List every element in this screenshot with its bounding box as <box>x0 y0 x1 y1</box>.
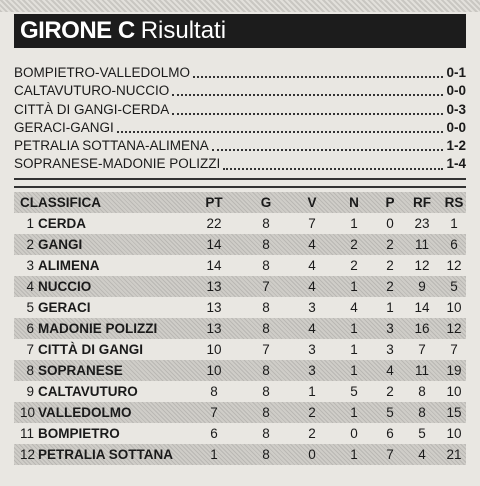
standings-row <box>14 255 466 276</box>
team-name: CERDA <box>38 216 87 231</box>
stat-rs: 7 <box>450 342 458 357</box>
team-position: 8 <box>26 363 34 378</box>
standings-table <box>14 192 466 465</box>
team-cell <box>20 384 190 399</box>
stat-rs: 10 <box>446 426 462 441</box>
team-cell <box>20 279 190 294</box>
divider <box>14 186 466 188</box>
stat-pt: 8 <box>210 384 218 399</box>
team-name: GERACI <box>38 300 91 315</box>
team-position: 6 <box>26 321 34 336</box>
match-score: 1-2 <box>446 138 466 154</box>
section-header <box>14 14 466 48</box>
stat-g: 8 <box>262 237 270 252</box>
team-name: MADONIE POLIZZI <box>38 321 158 336</box>
stat-g: 8 <box>262 321 270 336</box>
stat-g: 8 <box>262 384 270 399</box>
stat-v: 4 <box>308 321 316 336</box>
stat-pt: 13 <box>206 300 222 315</box>
stat-p: 3 <box>386 321 394 336</box>
stat-p: 2 <box>386 258 394 273</box>
divider <box>14 178 466 180</box>
stat-v: 2 <box>308 405 316 420</box>
stat-p: 4 <box>386 363 394 378</box>
group-title: GIRONE C <box>20 17 135 44</box>
stat-v: 1 <box>308 384 316 399</box>
result-row <box>14 101 466 119</box>
standings-header-row <box>14 192 466 213</box>
header-n: N <box>349 195 359 210</box>
stat-rf: 5 <box>418 426 426 441</box>
team-position: 9 <box>26 384 34 399</box>
match-name: GERACI-GANGI <box>14 119 114 135</box>
stat-pt: 22 <box>206 216 222 231</box>
stat-rs: 1 <box>450 216 458 231</box>
team-position: 2 <box>26 237 34 252</box>
stat-rf: 9 <box>418 279 426 294</box>
standings-row <box>14 444 466 465</box>
leader-dots <box>117 121 444 133</box>
leader-dots <box>212 139 444 151</box>
team-cell <box>20 447 190 462</box>
match-score: 0-0 <box>446 83 466 99</box>
stat-n: 1 <box>350 216 358 231</box>
header-g: G <box>260 195 272 210</box>
team-position: 12 <box>20 447 36 462</box>
standings-row <box>14 213 466 234</box>
stat-p: 7 <box>386 447 394 462</box>
standings-row <box>14 318 466 339</box>
stat-v: 4 <box>308 258 316 273</box>
stat-p: 3 <box>386 342 394 357</box>
match-name: BOMPIETRO-VALLEDOLMO <box>14 65 191 80</box>
stat-v: 3 <box>308 342 316 357</box>
stat-v: 0 <box>308 447 316 462</box>
stat-rs: 10 <box>446 384 462 399</box>
stat-pt: 13 <box>206 279 222 294</box>
header-classifica: CLASSIFICA <box>20 195 101 210</box>
stat-pt: 10 <box>206 363 222 378</box>
header-v: V <box>307 195 317 210</box>
team-position: 10 <box>20 405 36 420</box>
stat-rf: 11 <box>414 363 429 378</box>
team-name: GANGI <box>38 237 83 252</box>
standings-row <box>14 339 466 360</box>
stat-p: 6 <box>386 426 394 441</box>
stat-v: 4 <box>308 279 316 294</box>
stat-n: 2 <box>350 237 358 252</box>
stat-rs: 6 <box>450 237 458 252</box>
standings-row <box>14 402 466 423</box>
stat-pt: 1 <box>210 447 218 462</box>
stat-rf: 4 <box>418 447 426 462</box>
leader-dots <box>172 103 443 115</box>
stat-rs: 5 <box>450 279 458 294</box>
stat-g: 8 <box>262 426 270 441</box>
stat-p: 0 <box>386 216 394 231</box>
result-row <box>14 119 466 137</box>
match-name: CITTÀ DI GANGI-CERDA <box>14 101 170 117</box>
team-name: BOMPIETRO <box>38 426 120 441</box>
stat-g: 8 <box>262 300 270 315</box>
stat-n: 5 <box>350 384 358 399</box>
stat-g: 8 <box>262 363 270 378</box>
team-cell <box>20 426 190 441</box>
stat-p: 1 <box>386 300 394 315</box>
match-score: 1-4 <box>446 156 466 172</box>
stat-pt: 10 <box>206 342 222 357</box>
stat-n: 1 <box>350 279 358 294</box>
stat-rf: 12 <box>414 258 430 273</box>
standings-row <box>14 381 466 402</box>
team-position: 5 <box>26 300 34 315</box>
team-cell <box>20 300 190 315</box>
stat-v: 4 <box>308 237 316 252</box>
header-rs: RS <box>444 195 464 210</box>
stat-n: 1 <box>350 405 358 420</box>
stat-p: 2 <box>386 279 394 294</box>
team-cell <box>20 342 190 357</box>
stat-v: 2 <box>308 426 316 441</box>
stat-n: 0 <box>350 426 358 441</box>
stat-rf: 11 <box>414 237 429 252</box>
standings-row <box>14 276 466 297</box>
stat-g: 7 <box>262 279 270 294</box>
match-score: 0-1 <box>446 65 466 80</box>
stat-rf: 16 <box>414 321 430 336</box>
stat-pt: 7 <box>210 405 218 420</box>
team-position: 7 <box>26 342 34 357</box>
stat-v: 3 <box>308 300 316 315</box>
standings-row <box>14 297 466 318</box>
match-name: CALTAVUTURO-NUCCIO <box>14 83 170 99</box>
team-cell <box>20 258 190 273</box>
decorative-strip <box>0 0 480 12</box>
stat-pt: 14 <box>206 258 222 273</box>
team-cell <box>20 363 190 378</box>
stat-g: 8 <box>262 258 270 273</box>
team-name: CITTÀ DI GANGI <box>38 342 143 357</box>
stat-pt: 13 <box>206 321 222 336</box>
stat-rs: 19 <box>446 363 462 378</box>
stat-rs: 10 <box>446 300 462 315</box>
stat-n: 1 <box>350 363 358 378</box>
team-position: 1 <box>26 216 34 231</box>
stat-n: 1 <box>350 321 358 336</box>
leader-dots <box>223 158 443 170</box>
stat-rf: 8 <box>418 384 426 399</box>
stat-p: 5 <box>386 405 394 420</box>
standings-row <box>14 234 466 255</box>
stat-n: 1 <box>350 342 358 357</box>
team-position: 11 <box>20 426 35 441</box>
stat-g: 8 <box>262 216 270 231</box>
team-name: PETRALIA SOTTANA <box>38 447 173 462</box>
team-name: VALLEDOLMO <box>38 405 132 420</box>
team-position: 4 <box>26 279 34 294</box>
header-rf: RF <box>413 195 431 210</box>
stat-rf: 7 <box>418 342 426 357</box>
team-position: 3 <box>26 258 34 273</box>
stat-rf: 23 <box>414 216 430 231</box>
stat-pt: 6 <box>210 426 218 441</box>
leader-dots <box>193 66 443 78</box>
stat-rf: 8 <box>418 405 426 420</box>
match-name: SOPRANESE-MADONIE POLIZZI <box>14 156 221 172</box>
stat-n: 1 <box>350 447 358 462</box>
stat-rs: 15 <box>446 405 462 420</box>
stat-pt: 14 <box>206 237 222 252</box>
stat-g: 7 <box>262 342 270 357</box>
stat-rs: 12 <box>446 321 462 336</box>
stat-rf: 14 <box>414 300 430 315</box>
stat-g: 8 <box>262 447 270 462</box>
stat-rs: 12 <box>446 258 462 273</box>
match-score: 0-3 <box>446 101 466 117</box>
stat-rs: 21 <box>446 447 462 462</box>
stat-p: 2 <box>386 384 394 399</box>
team-cell <box>20 405 190 420</box>
team-cell <box>20 237 190 252</box>
result-row <box>14 155 466 173</box>
stat-n: 4 <box>350 300 358 315</box>
team-cell <box>20 216 190 231</box>
header-p: P <box>385 195 395 210</box>
results-title: Risultati <box>140 17 227 44</box>
result-row <box>14 137 466 155</box>
leader-dots <box>172 84 443 96</box>
team-cell <box>20 321 190 336</box>
team-name: SOPRANESE <box>38 363 123 378</box>
stat-n: 2 <box>350 258 358 273</box>
match-score: 0-0 <box>446 119 466 135</box>
team-name: CALTAVUTURO <box>38 384 138 399</box>
stat-v: 3 <box>308 363 316 378</box>
stat-v: 7 <box>308 216 316 231</box>
header-pt: PT <box>205 195 223 210</box>
stat-p: 2 <box>386 237 394 252</box>
match-name: PETRALIA SOTTANA-ALIMENA <box>14 138 209 154</box>
team-name: ALIMENA <box>38 258 100 273</box>
team-name: NUCCIO <box>38 279 92 294</box>
standings-row <box>14 360 466 381</box>
results-list <box>14 64 466 174</box>
standings-row <box>14 423 466 444</box>
stat-g: 8 <box>262 405 270 420</box>
result-row <box>14 64 466 82</box>
result-row <box>14 82 466 100</box>
